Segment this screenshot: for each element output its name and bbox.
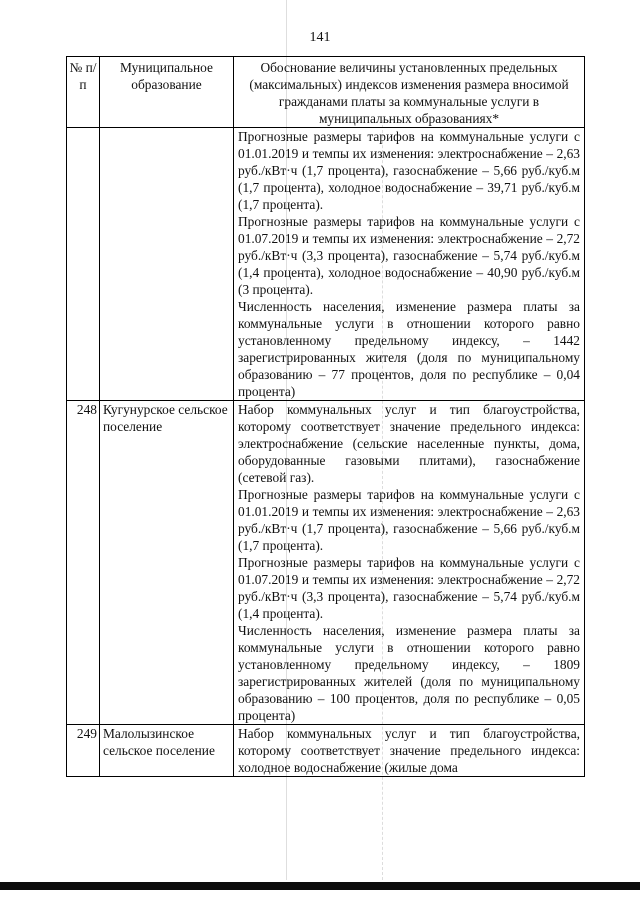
basis-paragraph: Набор коммунальных услуг и тип благоустройства, которому соответствует значение предельного индекса: электроснабжение (сельские населенные пункты, дома, оборудованные газовыми плитами), газоснабжение (сетевой газ).: [238, 402, 580, 485]
tariff-justification-table: [66, 56, 585, 777]
basis-paragraph: Прогнозные размеры тарифов на коммунальные услуги с 01.07.2019 и темпы их изменения: электроснабжение – 2,72 руб./кВт·ч (3,3 процента), газоснабжение – 5,74 руб./куб.м (1,4 процента).: [238, 555, 580, 621]
basis-paragraph: Численность населения, изменение размера платы за коммунальные услуги в отношении которого равно установленному предельному индексу, – 1809 зарегистрированных жителей (доля по муниципальному образованию – 100 процентов, доля по республике – 0,05 процента): [238, 623, 580, 723]
basis-paragraph: Численность населения, изменение размера платы за коммунальные услуги в отношении которого равно установленному предельному индексу, – 1442 зарегистрированных жителя (доля по муниципальному образованию – 77 процентов, доля по республике – 0,04 процента): [238, 299, 580, 399]
basis-text: [234, 128, 585, 401]
basis-paragraph: Прогнозные размеры тарифов на коммунальные услуги с 01.07.2019 и темпы их изменения: электроснабжение – 2,72 руб./кВт·ч (3,3 процента), газоснабжение – 5,74 руб./куб.м (1,4 процента), холодное водоснабжение – 40,90 руб./куб.м (3 процента).: [238, 214, 580, 297]
row-number: 249: [67, 725, 100, 777]
basis-paragraph: Прогнозные размеры тарифов на коммунальные услуги с 01.01.2019 и темпы их изменения: электроснабжение – 2,63 руб./кВт·ч (1,7 процента), газоснабжение – 5,66 руб./куб.м (1,7 процента), холодное водоснабжение – 39,71 руб./куб.м (1,7 процента).: [238, 129, 580, 212]
table-row: [67, 725, 585, 777]
header-municipality: Муниципальное образование: [100, 57, 234, 128]
row-number: 248: [67, 401, 100, 725]
basis-paragraph: Набор коммунальных услуг и тип благоустройства, которому соответствует значение предельного индекса: холодное водоснабжение (жилые дома: [238, 726, 580, 775]
header-basis: Обоснование величины установленных предельных (максимальных) индексов изменения размера вносимой гражданами платы за коммунальные услуги в муниципальных образованиях*: [234, 57, 585, 128]
basis-paragraph: Прогнозные размеры тарифов на коммунальные услуги с 01.01.2019 и темпы их изменения: электроснабжение – 2,63 руб./кВт·ч (1,7 процента), газоснабжение – 5,66 руб./куб.м (1,7 процента).: [238, 487, 580, 553]
basis-text: [234, 725, 585, 777]
table-row: [67, 401, 585, 725]
scan-bottom-edge: [0, 882, 640, 890]
scan-bottom-margin: [0, 890, 640, 905]
municipality-name: Кугунурское сельское поселение: [100, 401, 234, 725]
table-body: [67, 128, 585, 777]
table-header-row: [67, 57, 585, 128]
municipality-name: Малолызинское сельское поселение: [100, 725, 234, 777]
table-row: [67, 128, 585, 401]
page-number: 141: [309, 30, 331, 45]
municipality-name: [100, 128, 234, 401]
header-num: № п/п: [67, 57, 100, 128]
basis-text: [234, 401, 585, 725]
row-number: [67, 128, 100, 401]
